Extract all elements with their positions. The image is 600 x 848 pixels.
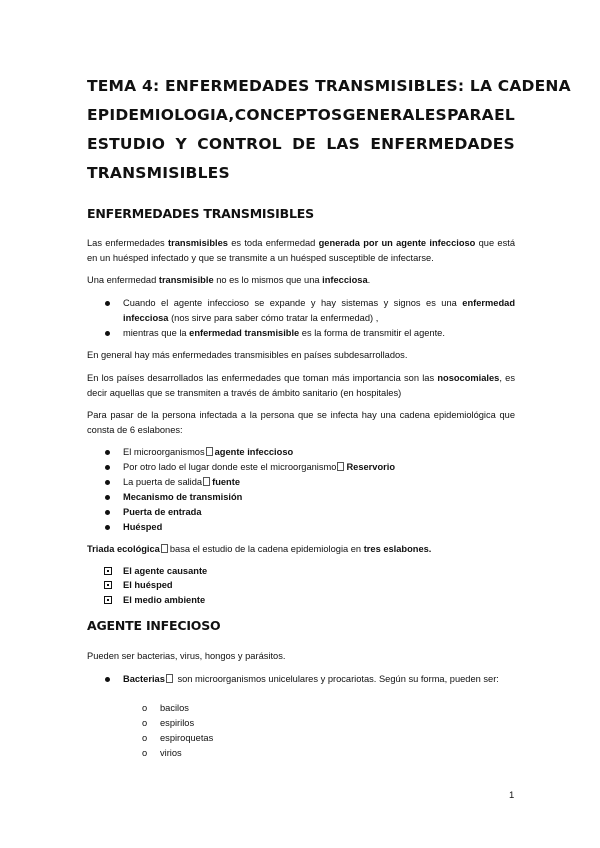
paragraph-definition: Las enfermedades transmisibles es toda enfermedad generada por un agente infeccioso que está en un huésped infectado y que se transmite a un huésped susceptible de infectarse.	[87, 238, 516, 263]
paragraph-cadena-epidemiologica: Para pasar de la persona infectada a la persona que se infecta hay una cadena epidemiológica que consta de 6 eslabones:	[87, 410, 515, 435]
title-line-1: TEMA 4: ENFERMEDADES TRANSMISIBLES: LA CADENA	[87, 77, 571, 95]
list-item: mientras que la enfermedad transmisible es la forma de transmitir el agente.	[123, 328, 445, 338]
title-line-3: ESTUDIO Y CONTROL DE LAS ENFERMEDADES	[87, 135, 515, 153]
list-item: espirilos	[160, 718, 195, 728]
sub-bullet-marker: o	[142, 718, 148, 728]
arrow-placeholder-icon	[337, 462, 344, 471]
arrow-placeholder-icon	[166, 674, 173, 683]
list-item: bacilos	[160, 703, 189, 713]
list-item: La puerta de salida fuente	[123, 477, 240, 487]
paragraph-nosocomiales: En los países desarrollados las enfermedades que toman más importancia son las nosocomiales, es decir aquellas que se transmiten a través de ámbito sanitario (en hospitales)	[87, 373, 515, 398]
list-item: Puerta de entrada	[123, 507, 202, 517]
page-title	[87, 72, 571, 188]
list-item: El agente causante	[123, 566, 208, 576]
sub-bullet-marker: o	[142, 733, 148, 743]
arrow-placeholder-icon	[203, 477, 210, 486]
arrow-placeholder-icon	[161, 544, 168, 553]
page-number: 1	[509, 790, 515, 801]
bullet-dot	[105, 677, 110, 682]
title-line-4: TRANSMISIBLES	[87, 164, 230, 182]
paragraph-subdesarrollados: En general hay más enfermedades transmisibles en países subdesarrollados.	[87, 350, 408, 360]
paragraph-tipos-agente: Pueden ser bacterias, virus, hongos y parásitos.	[87, 651, 286, 661]
arrow-placeholder-icon	[206, 447, 213, 456]
bullet-dot	[105, 480, 110, 485]
sub-bullet-marker: o	[142, 748, 148, 758]
list-item: espiroquetas	[160, 733, 214, 743]
section-heading-agente-infeccioso: AGENTE INFECIOSO	[87, 618, 221, 633]
bullet-dot	[105, 525, 110, 530]
list-item: Cuando el agente infeccioso se expande y hay sistemas y signos es una enfermedad infecciosa (nos sirve para saber cómo tratar la enfermedad) ,	[123, 298, 515, 323]
list-item-bacterias: Bacterias son microorganismos unicelulares y procariotas. Según su forma, pueden ser:	[123, 674, 499, 684]
list-item: El microorganismos agente infeccioso	[123, 447, 294, 457]
bullet-dot	[105, 510, 110, 515]
bullet-dot	[105, 465, 110, 470]
paragraph-triada-ecologica: Triada ecológica basa el estudio de la cadena epidemiologia en tres eslabones.	[87, 544, 432, 554]
paragraph-transmisible-vs-infecciosa: Una enfermedad transmisible no es lo mismos que una infecciosa.	[87, 275, 371, 285]
list-item: Huésped	[123, 522, 163, 532]
list-item: El huésped	[123, 580, 173, 590]
bullet-dot	[105, 331, 110, 336]
list-item: Por otro lado el lugar donde este el microorganismo Reservorio	[123, 462, 396, 472]
list-item: El medio ambiente	[123, 595, 206, 605]
checkbox-bullet-icon	[104, 596, 112, 604]
bullet-dot	[105, 495, 110, 500]
checkbox-bullet-icon	[104, 567, 112, 575]
bullet-dot	[105, 450, 110, 455]
list-item: virios	[160, 748, 182, 758]
bullet-dot	[105, 301, 110, 306]
title-line-2: EPIDEMIOLOGIA, CONCEPTOS GENERALES PARA EL	[87, 106, 515, 124]
list-item: Mecanismo de transmisión	[123, 492, 243, 502]
section-heading-enfermedades-transmisibles: ENFERMEDADES TRANSMISIBLES	[87, 206, 314, 221]
sub-bullet-marker: o	[142, 703, 148, 713]
checkbox-bullet-icon	[104, 581, 112, 589]
